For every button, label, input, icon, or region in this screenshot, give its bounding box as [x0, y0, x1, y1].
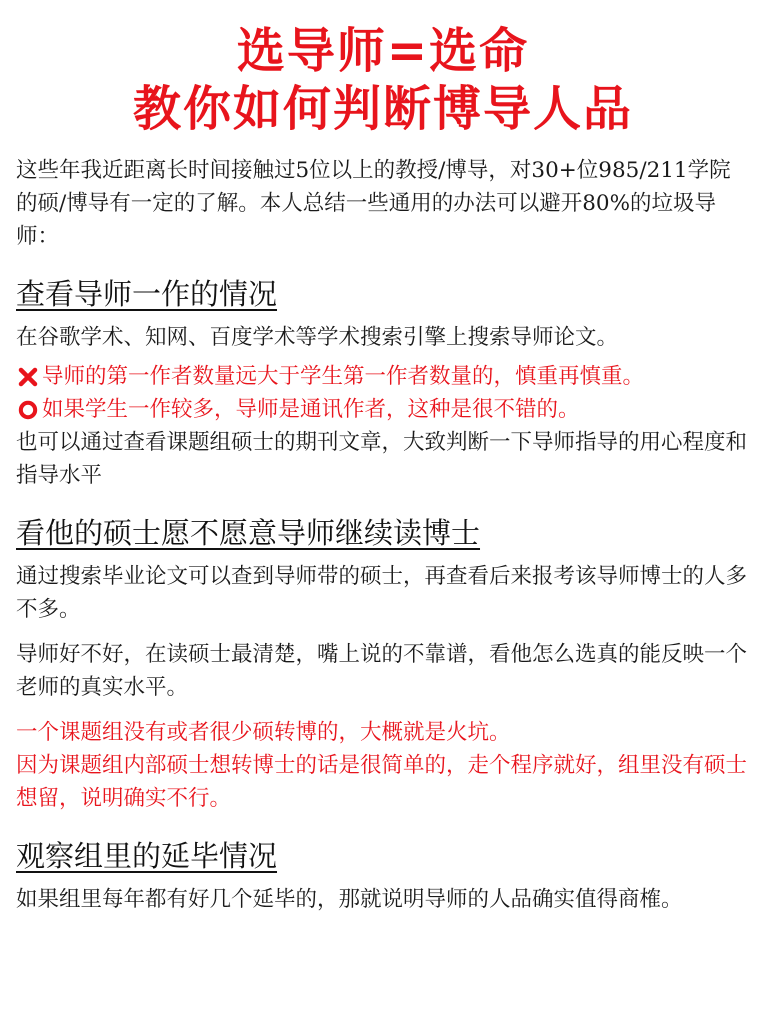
- section-2-paragraph-search: 通过搜索毕业论文可以查到导师带的硕士，再查看后来报考该导师博士的人多不多。: [16, 564, 748, 622]
- good-sign-text: 如果学生一作较多，导师是通讯作者，这种是很不错的。: [42, 397, 580, 422]
- title-line-1: 选导师=选命: [236, 23, 530, 79]
- section-heading-first-author: 查看导师一作的情况: [16, 277, 278, 311]
- section-3-heading-wrap: [16, 837, 750, 875]
- section-heading-master-to-phd: 看他的硕士愿不愿意导师继续读博士: [16, 516, 481, 550]
- intro-paragraph: 这些年我近距离长时间接触过5位以上的教授/博导，对30+位985/211学院的硕/博导有一定的了解。本人总结一些通用的办法可以避开80%的垃圾导师：: [16, 158, 731, 249]
- section-1-heading-wrap: [16, 275, 750, 313]
- section-2-heading-wrap: [16, 514, 750, 552]
- section-3-paragraph: 如果组里每年都有好几个延毕的，那就说明导师的人品确实值得商榷。: [16, 887, 683, 912]
- red-cross-icon: [16, 360, 40, 393]
- section-1-paragraph-journal: 也可以通过查看课题组硕士的期刊文章，大致判断一下导师指导的用心程度和指导水平: [16, 430, 748, 488]
- section-heading-delayed-graduation: 观察组里的延毕情况: [16, 839, 278, 873]
- bad-sign-item: [16, 360, 750, 393]
- good-sign-item: [16, 393, 750, 426]
- section-2-warning-fire-pit: 一个课题组没有或者很少硕转博的，大概就是火坑。: [16, 720, 511, 745]
- title-block: [16, 0, 750, 138]
- section-2-warning-reason: 因为课题组内部硕士想转博士的话是很简单的，走个程序就好，组里没有硕士想留，说明确实不行。: [16, 753, 748, 811]
- section-1-paragraph-search: 在谷歌学术、知网、百度学术等学术搜索引擎上搜索导师论文。: [16, 325, 619, 350]
- bad-sign-text: 导师的第一作者数量远大于学生第一作者数量的，慎重再慎重。: [42, 364, 645, 389]
- red-circle-icon: [16, 393, 40, 426]
- title-line-2: 教你如何判断博导人品: [132, 81, 633, 137]
- section-2-paragraph-judgement: 导师好不好，在读硕士最清楚，嘴上说的不靠谱，看他怎么选真的能反映一个老师的真实水平。: [16, 642, 748, 700]
